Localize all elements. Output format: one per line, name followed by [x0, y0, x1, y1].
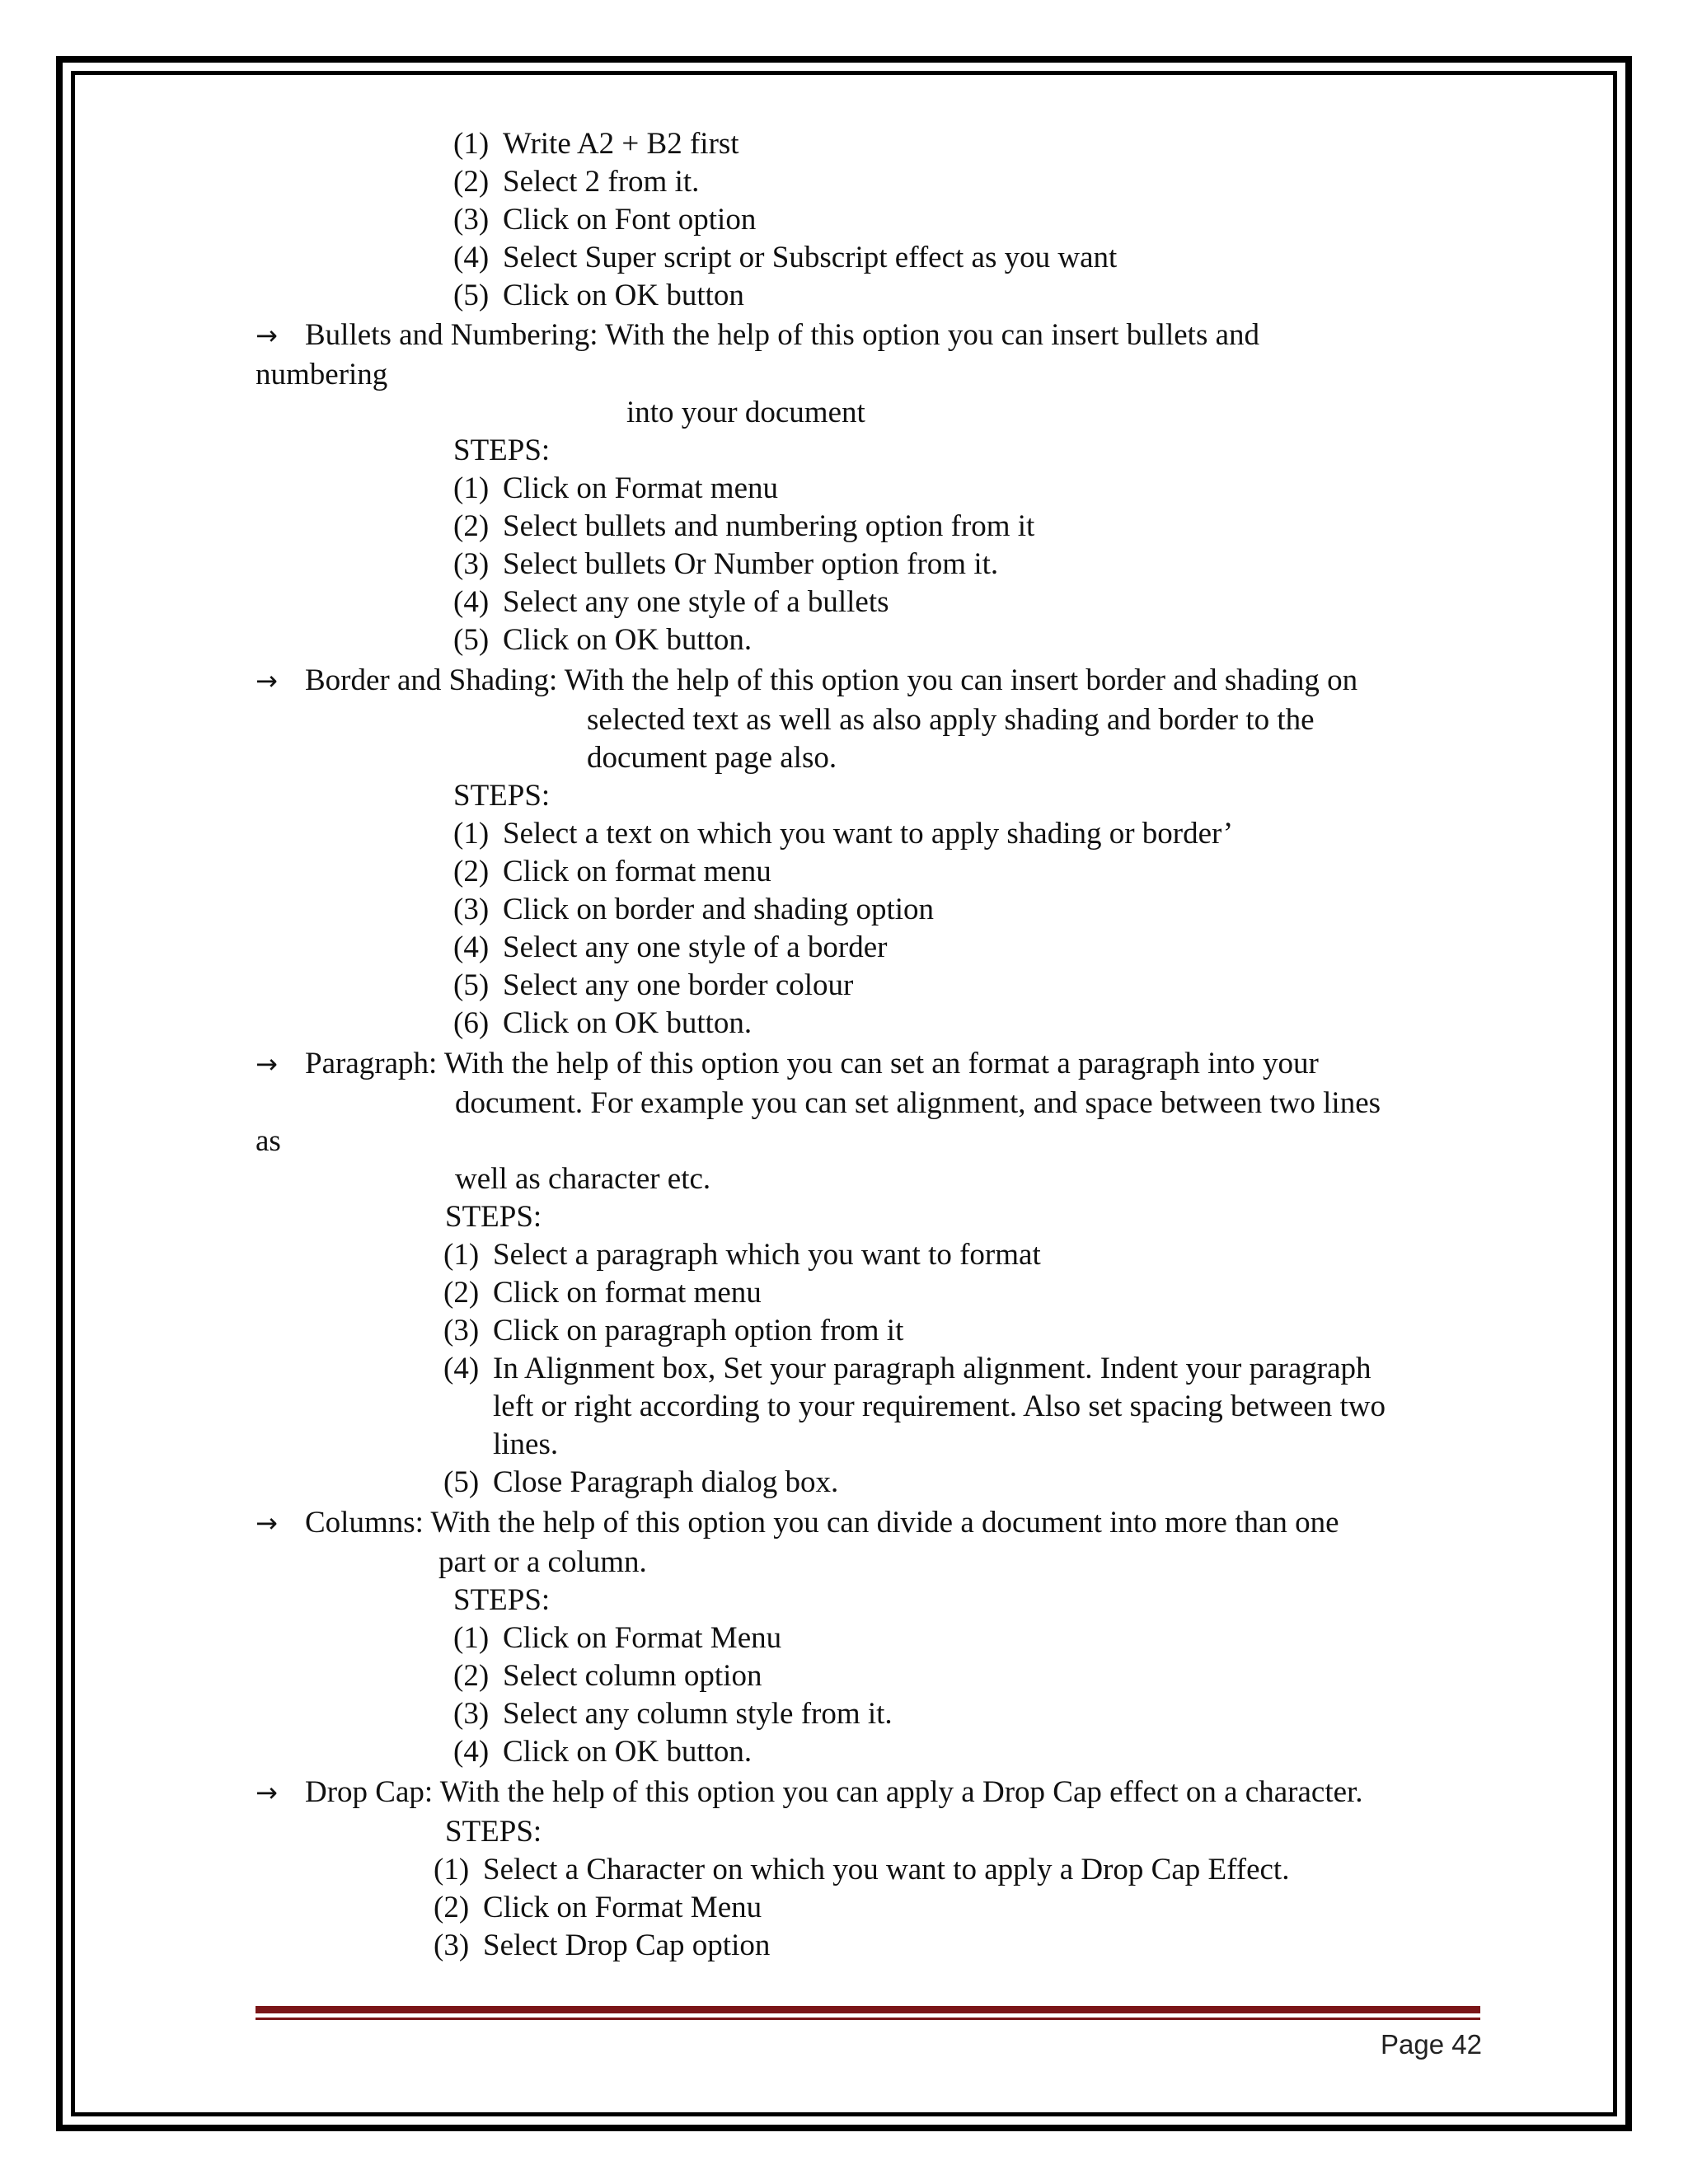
step-continuation: lines. [493, 1427, 559, 1461]
step-line: (2) Click on format menu [453, 855, 771, 888]
step-continuation: left or right according to your requirement. Also set spacing between two [493, 1390, 1386, 1423]
step-line: (3) Select any column style from it. [453, 1697, 893, 1731]
step-line: (4) Select any one style of a border [453, 930, 888, 964]
section-heading-columns: → Columns: With the help of this option you can divide a document into more than one [256, 1504, 1339, 1542]
step-line: (4) Select any one style of a bullets [453, 585, 889, 619]
section-heading-bullets: → Bullets and Numbering: With the help of this option you can insert bullets and [256, 316, 1259, 354]
section-text: document page also. [587, 741, 837, 775]
step-line: (2) Select column option [453, 1659, 762, 1693]
page-number: Page 42 [1381, 2029, 1482, 2060]
section-text: numbering [256, 358, 388, 391]
arrow-icon: → [256, 665, 278, 696]
step-line: (3) Click on border and shading option [453, 893, 935, 926]
section-text: document. For example you can set alignment, and space between two lines [455, 1086, 1381, 1120]
step-line: (1) Select a text on which you want to apply shading or border’ [453, 817, 1234, 851]
step-line: (1) Write A2 + B2 first [453, 127, 739, 161]
step-line: (5) Select any one border colour [453, 968, 854, 1002]
step-line: (1) Select a Character on which you want to apply a Drop Cap Effect. [434, 1853, 1290, 1886]
footer-rule-thin [256, 2018, 1480, 2020]
section-heading-paragraph: → Paragraph: With the help of this option you can set an format a paragraph into your [256, 1045, 1319, 1083]
step-line: (2) Select bullets and numbering option from it [453, 509, 1035, 543]
arrow-icon: → [256, 1777, 278, 1808]
step-line: (3) Click on Font option [453, 203, 757, 237]
section-text: as [256, 1124, 281, 1158]
step-line: (4) In Alignment box, Set your paragraph alignment. Indent your paragraph [443, 1352, 1372, 1385]
arrow-icon: → [256, 1048, 278, 1080]
section-text: part or a column. [438, 1545, 647, 1579]
step-line: (2) Click on format menu [443, 1276, 762, 1310]
step-line: (6) Click on OK button. [453, 1006, 753, 1040]
section-heading-dropcap: → Drop Cap: With the help of this option you can apply a Drop Cap effect on a character. [256, 1774, 1363, 1811]
section-text: into your document [626, 396, 865, 429]
step-line: (3) Click on paragraph option from it [443, 1314, 904, 1347]
steps-label: STEPS: [453, 434, 551, 467]
section-text: selected text as well as also apply shading and border to the [587, 703, 1315, 737]
step-line: (1) Click on Format menu [453, 471, 778, 505]
steps-label: STEPS: [445, 1200, 542, 1234]
step-line: (5) Click on OK button. [453, 623, 753, 657]
footer-rule [256, 2006, 1480, 2013]
arrow-icon: → [256, 320, 278, 351]
step-line: (3) Select Drop Cap option [434, 1929, 771, 1962]
arrow-icon: → [256, 1507, 278, 1539]
step-line: (4) Select Super script or Subscript effect as you want [453, 241, 1118, 274]
section-text: well as character etc. [455, 1162, 711, 1196]
step-line: (5) Close Paragraph dialog box. [443, 1465, 839, 1499]
step-line: (4) Click on OK button. [453, 1735, 753, 1769]
steps-label: STEPS: [453, 779, 551, 813]
step-line: (5) Click on OK button [453, 279, 744, 312]
steps-label: STEPS: [453, 1583, 551, 1617]
step-line: (1) Select a paragraph which you want to format [443, 1238, 1041, 1272]
section-heading-border: → Border and Shading: With the help of this option you can insert border and shading on [256, 662, 1357, 700]
steps-label: STEPS: [445, 1815, 542, 1849]
step-line: (3) Select bullets Or Number option from it. [453, 547, 999, 581]
step-line: (2) Click on Format Menu [434, 1891, 762, 1924]
step-line: (1) Click on Format Menu [453, 1621, 782, 1655]
step-line: (2) Select 2 from it. [453, 165, 700, 199]
